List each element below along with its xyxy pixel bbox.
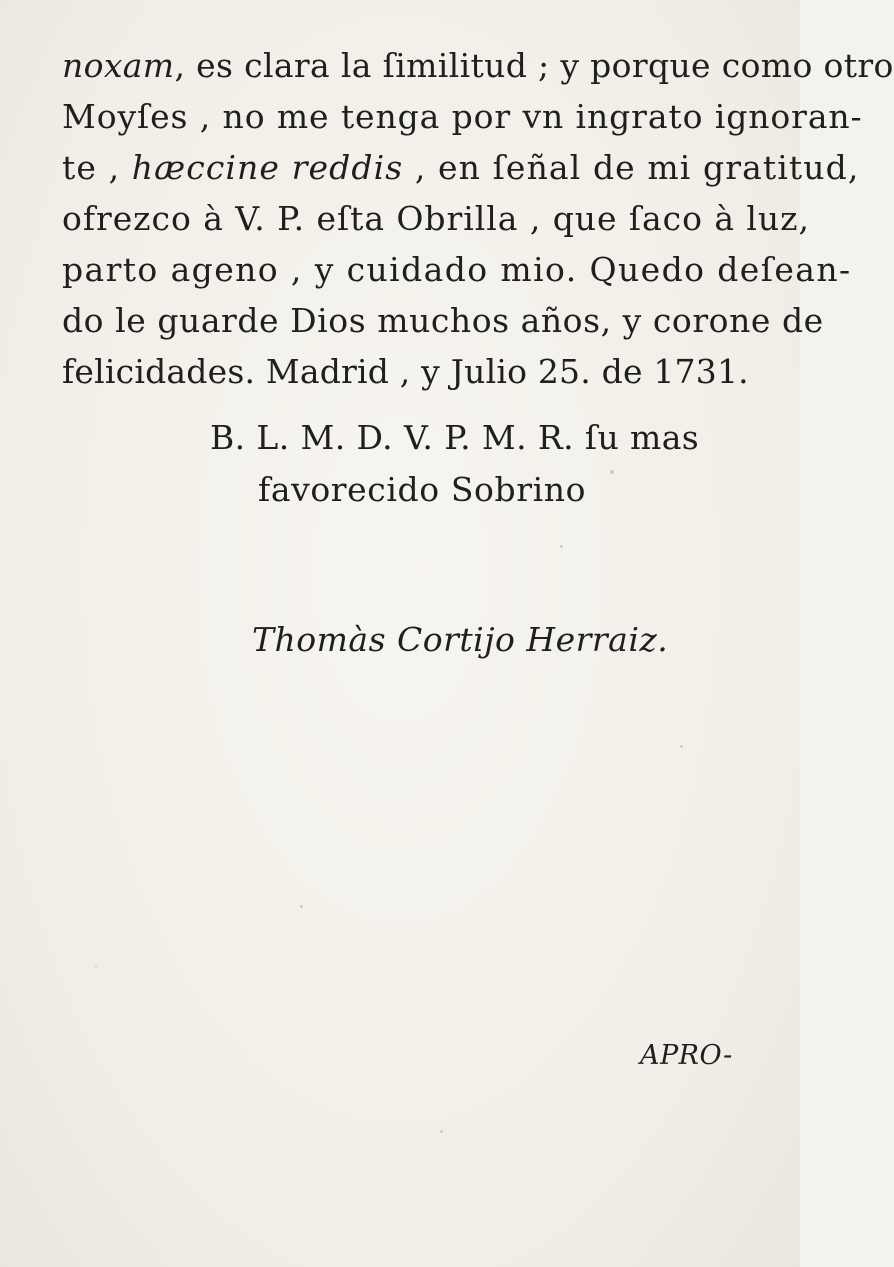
- closing-line-2: favorecido Sobrino: [258, 470, 587, 509]
- dedication-text: [62, 40, 894, 397]
- signature: Thomàs Cortijo Herraiz.: [252, 620, 669, 659]
- paper-speck: [300, 905, 303, 908]
- closing-line-1: B. L. M. D. V. P. M. R. ſu mas: [210, 418, 700, 457]
- text-line-3: te , hæccine reddis , en ſeñal de mi gratitud,: [62, 148, 860, 187]
- text-line-2: Moyſes , no me tenga por vn ingrato ignoran-: [62, 97, 863, 136]
- paper-speck: [95, 965, 97, 967]
- paper-speck: [610, 470, 614, 474]
- closing-formula: [150, 412, 699, 516]
- text-line-4: ofrezco à V. P. eſta Obrilla , que ſaco à luz,: [62, 199, 810, 238]
- text-line-1: noxam, es clara la ſimilitud ; y porque como otro: [62, 46, 894, 85]
- text-line-5: parto ageno , y cuidado mio. Quedo deſean-: [62, 250, 852, 289]
- text-line-7: felicidades. Madrid , y Julio 25. de 1731.: [62, 352, 749, 391]
- paper-speck: [560, 545, 563, 548]
- text-line-6: do le guarde Dios muchos años, y corone de: [62, 301, 824, 340]
- catchword: APRO-: [640, 1040, 733, 1071]
- paper-speck: [440, 1130, 443, 1133]
- paper-speck: [680, 745, 683, 748]
